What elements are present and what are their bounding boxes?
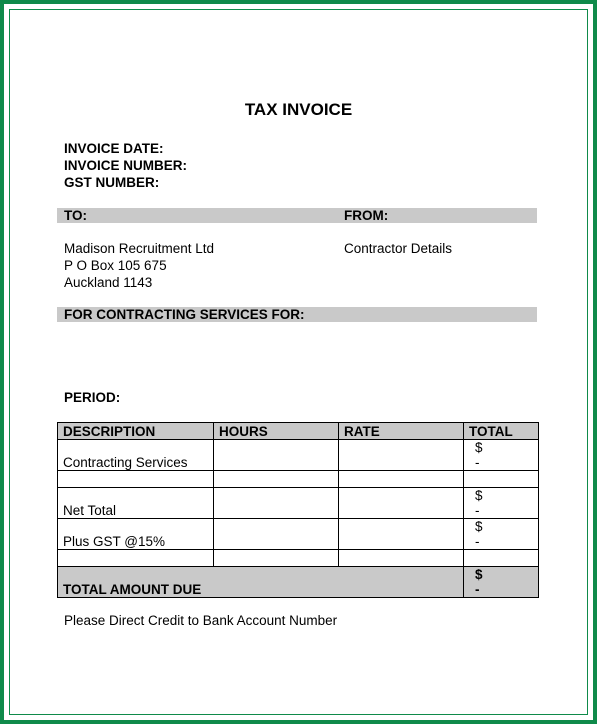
period-label: PERIOD:	[64, 390, 121, 405]
invoice-table	[57, 422, 539, 598]
row-description: Net Total	[58, 488, 214, 519]
row-total	[464, 488, 539, 519]
header-description: DESCRIPTION	[58, 423, 214, 440]
table-row	[58, 519, 539, 550]
row-total	[464, 519, 539, 550]
from-text: Contractor Details	[344, 241, 453, 256]
header-hours: HOURS	[214, 423, 339, 440]
row-currency: $	[475, 440, 483, 455]
table-row	[58, 488, 539, 519]
to-address-line-2: P O Box 105 675	[64, 258, 167, 273]
row-total	[464, 440, 539, 471]
row-hours	[214, 471, 339, 488]
to-from-bar	[57, 208, 537, 223]
table-row	[58, 550, 539, 567]
invoice-date-label: INVOICE DATE:	[64, 141, 164, 156]
total-row	[58, 567, 539, 598]
gst-number-label: GST NUMBER:	[64, 175, 160, 190]
row-rate	[339, 550, 464, 567]
row-description	[58, 471, 214, 488]
row-amount: -	[475, 503, 480, 518]
invoice-title: TAX INVOICE	[244, 100, 353, 119]
total-amount-cell	[464, 567, 539, 598]
total-amount: -	[475, 582, 480, 597]
table-row	[58, 440, 539, 471]
from-label: FROM:	[344, 208, 389, 223]
row-rate	[339, 519, 464, 550]
row-hours	[214, 440, 339, 471]
row-hours	[214, 488, 339, 519]
to-address-line-1: Madison Recruitment Ltd	[64, 241, 215, 256]
invoice-number-label: INVOICE NUMBER:	[64, 158, 188, 173]
row-total	[464, 550, 539, 567]
header-total: TOTAL	[464, 423, 539, 440]
row-currency: $	[475, 488, 483, 503]
row-rate	[339, 471, 464, 488]
total-amount-label: TOTAL AMOUNT DUE	[58, 567, 464, 598]
row-description	[58, 550, 214, 567]
row-amount: -	[475, 534, 480, 549]
row-hours	[214, 550, 339, 567]
to-label: TO:	[64, 208, 87, 223]
to-address-line-3: Auckland 1143	[64, 275, 153, 290]
row-description: Plus GST @15%	[58, 519, 214, 550]
table-header-row	[58, 423, 539, 440]
header-rate: RATE	[339, 423, 464, 440]
footer-note: Please Direct Credit to Bank Account Number	[64, 613, 338, 628]
row-rate	[339, 440, 464, 471]
row-hours	[214, 519, 339, 550]
table-row	[58, 471, 539, 488]
row-total	[464, 471, 539, 488]
row-currency: $	[475, 519, 483, 534]
row-amount: -	[475, 455, 480, 470]
row-rate	[339, 488, 464, 519]
row-description: Contracting Services	[58, 440, 214, 471]
services-label: FOR CONTRACTING SERVICES FOR:	[64, 307, 305, 322]
services-bar	[57, 307, 537, 322]
total-currency: $	[475, 567, 483, 582]
